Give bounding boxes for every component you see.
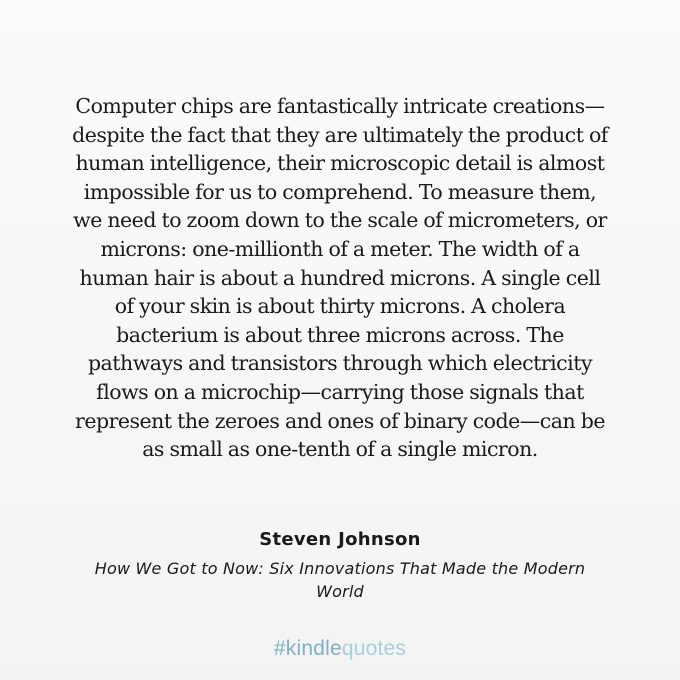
quote-line: microns: one-millionth of a meter. The width of a [100, 236, 580, 261]
author-name: Steven Johnson [259, 529, 421, 550]
quote-line: bacterium is about three microns across. The [116, 322, 564, 347]
quote-line: human intelligence, their microscopic detail is almost [75, 151, 605, 176]
quote-line: as small as one-tenth of a single micron. [142, 437, 538, 462]
quote-line: flows on a microchip—carrying those signals that [96, 379, 584, 404]
book-title-line: World [316, 582, 364, 601]
book-title [40, 557, 640, 603]
quote-line: of your skin is about thirty microns. A cholera [114, 294, 566, 319]
hashtag-prefix: #kindle [273, 637, 342, 660]
quote-line: represent the zeroes and ones of binary code—can be [75, 408, 605, 433]
quote-line: we need to zoom down to the scale of micrometers, or [73, 208, 607, 233]
hashtag-suffix: quotes [341, 637, 407, 660]
kindlequotes-hashtag[interactable] [0, 635, 680, 663]
quote-line: Computer chips are fantastically intricate creations— [75, 94, 605, 118]
quote-line: human hair is about a hundred microns. A single cell [79, 265, 601, 290]
quote-line: impossible for us to comprehend. To measure them, [83, 179, 597, 204]
quote-text [40, 92, 640, 464]
quote-line: pathways and transistors through which electricity [87, 351, 593, 376]
quote-line: despite the fact that they are ultimately the product of [72, 122, 608, 147]
book-title-line: How We Got to Now: Six Innovations That Made the Modern [94, 559, 586, 578]
